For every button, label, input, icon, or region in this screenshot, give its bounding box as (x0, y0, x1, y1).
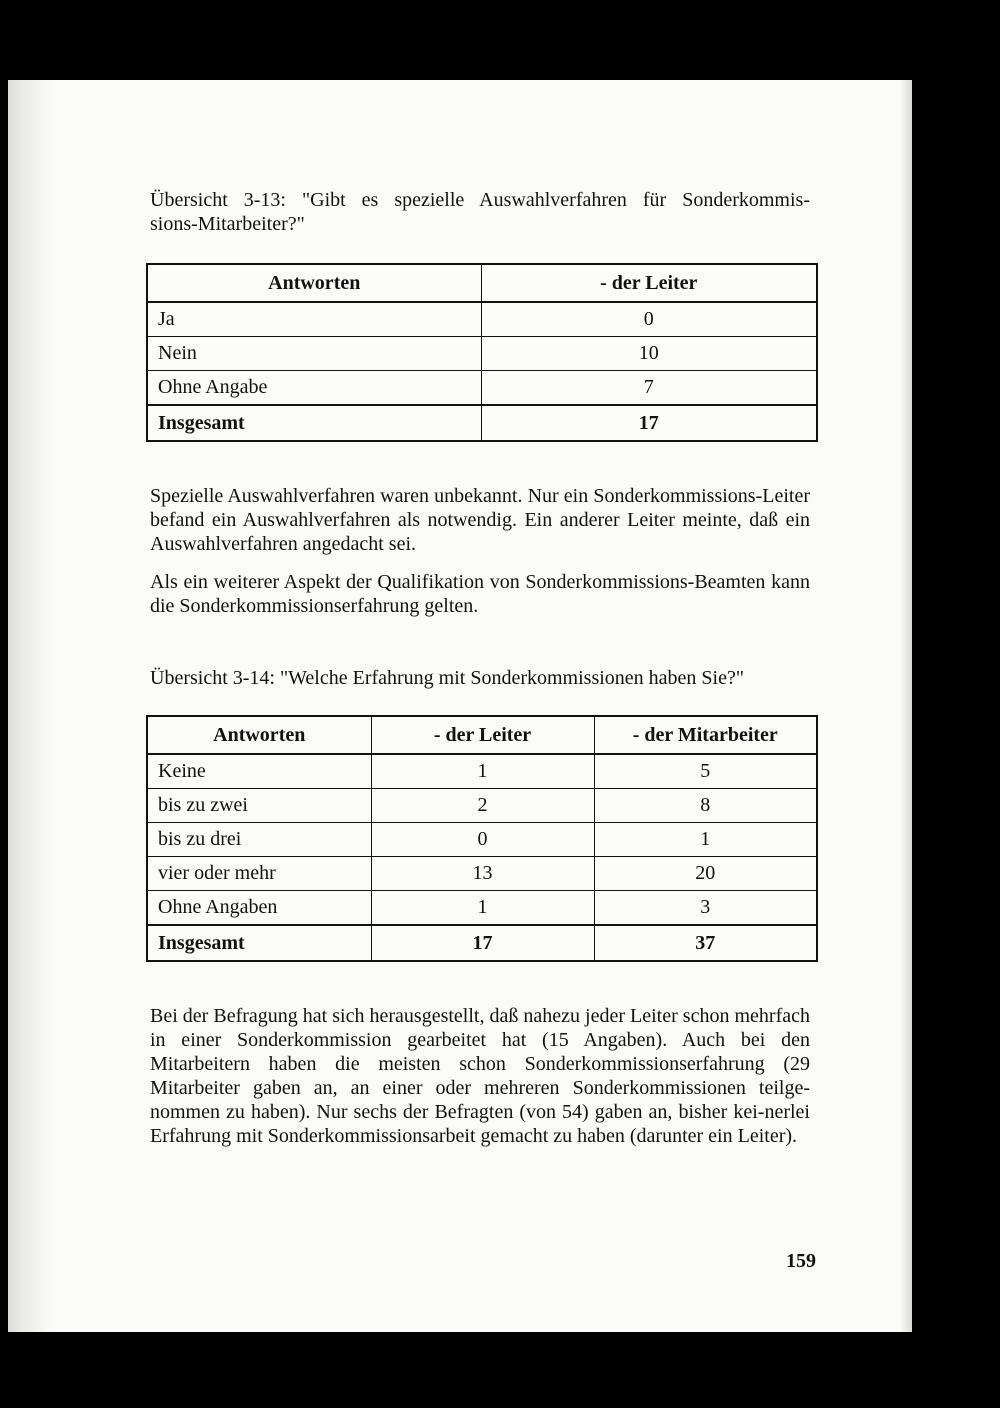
table-row (147, 302, 817, 337)
table-header-row (147, 264, 817, 302)
row-value-leiter: 13 (371, 857, 594, 891)
total-label: Insgesamt (147, 925, 371, 961)
row-value-leiter: 0 (371, 823, 594, 857)
column-header-leiter: - der Leiter (371, 716, 594, 754)
row-label: Ohne Angaben (147, 891, 371, 926)
overview-3-13-table (146, 263, 818, 442)
row-value-mitarbeiter: 8 (594, 789, 817, 823)
total-value-mitarbeiter: 37 (594, 925, 817, 961)
row-label: bis zu zwei (147, 789, 371, 823)
total-label: Insgesamt (147, 405, 481, 441)
paragraph-1: Spezielle Auswahlverfahren waren unbekannt. Nur ein Sonderkommissions-Leiter befand ein Auswahlverfahren als notwendig. Ein anderer Leiter meinte, daß ein Auswahlverfahren angedacht sei. (150, 485, 810, 555)
table-row (147, 891, 817, 926)
table-row (147, 857, 817, 891)
row-label: bis zu drei (147, 823, 371, 857)
table-header-row (147, 716, 817, 754)
total-value-leiter: 17 (481, 405, 817, 441)
table-row (147, 337, 817, 371)
row-value-mitarbeiter: 1 (594, 823, 817, 857)
overview-3-14-caption: Übersicht 3-14: "Welche Erfahrung mit Sonderkommissionen haben Sie?" (150, 667, 745, 689)
overview-3-13-caption (150, 188, 810, 236)
row-value-mitarbeiter: 3 (594, 891, 817, 926)
overview-3-14-table (146, 715, 818, 962)
row-value-leiter: 1 (371, 754, 594, 789)
table-row (147, 754, 817, 789)
column-header-mitarbeiter: - der Mitarbeiter (594, 716, 817, 754)
table-row (147, 823, 817, 857)
row-value-leiter: 0 (481, 302, 817, 337)
caption-line-2: sions-Mitarbeiter?" (150, 213, 305, 235)
row-value-leiter: 1 (371, 891, 594, 926)
caption-line-1: Übersicht 3-13: "Gibt es spezielle Auswahlverfahren für Sonderkommis- (150, 189, 810, 211)
page-spine-shadow (8, 80, 52, 1332)
row-value-leiter: 10 (481, 337, 817, 371)
page-edge-shadow (900, 80, 912, 1332)
table-total-row (147, 405, 817, 441)
table-row (147, 371, 817, 406)
row-label: Keine (147, 754, 371, 789)
page-number: 159 (786, 1250, 816, 1272)
row-value-leiter: 2 (371, 789, 594, 823)
row-label: Ja (147, 302, 481, 337)
table-total-row (147, 925, 817, 961)
column-header-antworten: Antworten (147, 716, 371, 754)
total-value-leiter: 17 (371, 925, 594, 961)
column-header-antworten: Antworten (147, 264, 481, 302)
row-value-leiter: 7 (481, 371, 817, 406)
row-label: Nein (147, 337, 481, 371)
table-row (147, 789, 817, 823)
paragraph-3: Bei der Befragung hat sich herausgestellt, daß nahezu jeder Leiter schon mehrfach in einer Sonderkommission gearbeitet hat (15 Angaben). Auch bei den Mitarbeitern haben die meisten schon Sonderkommissionserfahrung (29 Mitarbeiter gaben an, an einer oder mehreren Sonderkommissionen teilge-nommen zu haben). Nur sechs der Befragten (von 54) gaben an, bisher kei-nerlei Erfahrung mit Sonderkommissionsarbeit gemacht zu haben (darunter ein Leiter). (150, 1005, 810, 1147)
row-label: Ohne Angabe (147, 371, 481, 406)
column-header-leiter: - der Leiter (481, 264, 817, 302)
row-value-mitarbeiter: 20 (594, 857, 817, 891)
paragraph-2: Als ein weiterer Aspekt der Qualifikation von Sonderkommissions-Beamten kann die Sonderkommissionserfahrung gelten. (150, 571, 810, 617)
row-value-mitarbeiter: 5 (594, 754, 817, 789)
row-label: vier oder mehr (147, 857, 371, 891)
